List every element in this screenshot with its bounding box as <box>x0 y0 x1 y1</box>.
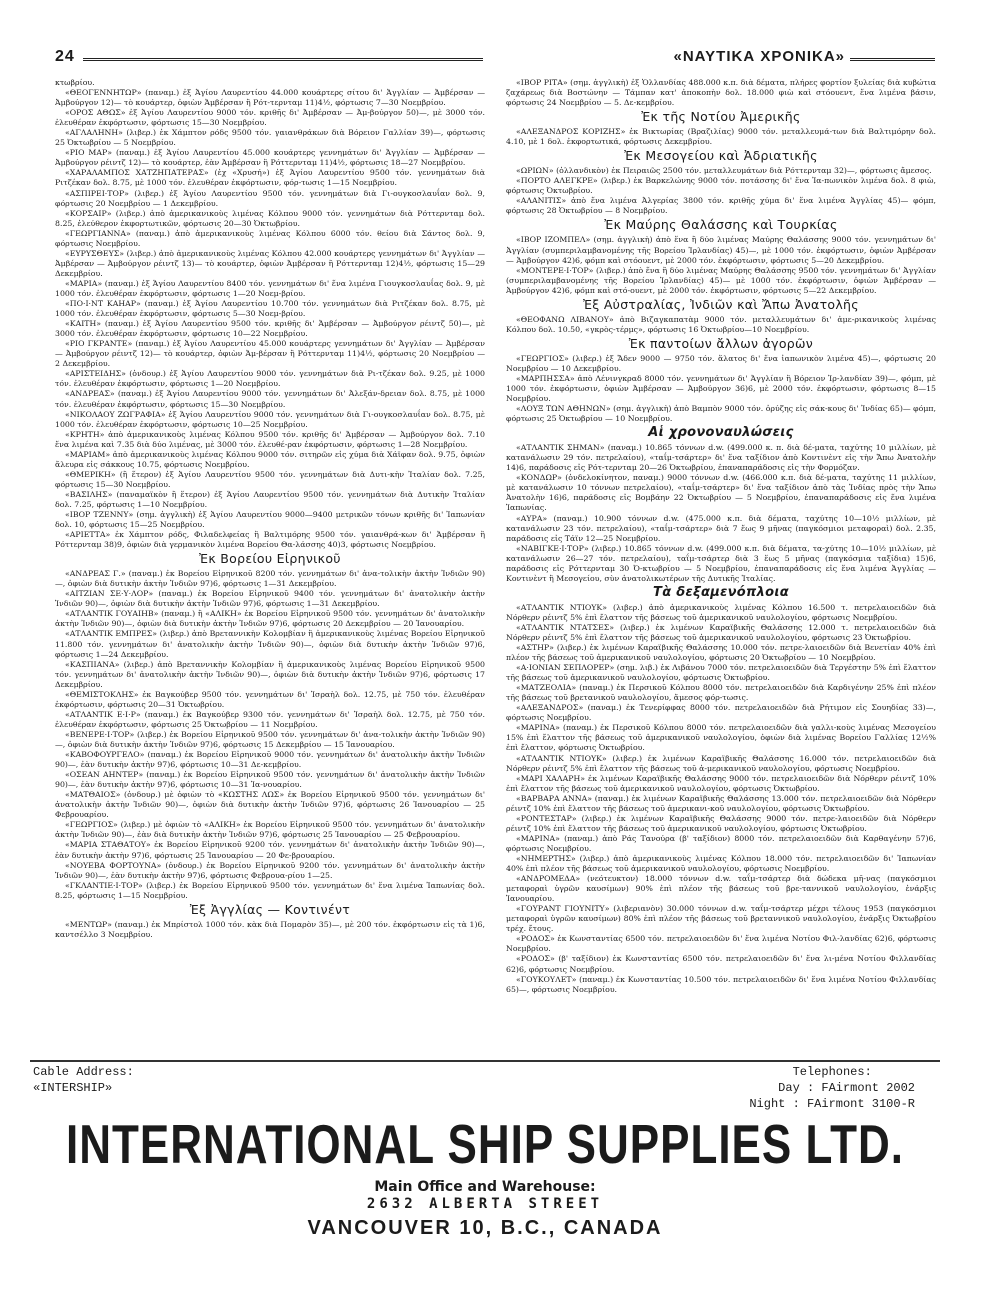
listing-entry: «ΠΟ·Ι·ΝΤ ΚΑΗΑΡ» (παναμ.) ἐξ Ἁγίου Λαυρεντίου 10.700 τόν. γεννημάτων διὰ Ριτζέκαν δολ. 8.75, μὲ 1000 τόν. ἐλευθέραν ἐκφόρτωσιν, φόρτωσις 5—30 Νοεμ-βρίου. <box>55 299 485 319</box>
listing-entry: «ΟΡΟΣ ΑΘΩΣ» ἐξ Ἁγίου Λαυρεντίου 9000 τόν. κριθῆς δι' Ἀμβέρσαν — Ἀμ-βούργον 50)—, μὲ 3000 τόν. ἐλευθέραν ἐκφόρτωσιν, φόρτωσις 15—30 Νοεμβρίου. <box>55 108 485 128</box>
city-line: VANCOUVER 10, B.C., CANADA <box>307 1217 663 1239</box>
listing-entry: «ΡΙΟ ΜΑΡ» (παναμ.) ἐξ Ἁγίου Λαυρεντίου 45.000 κουάρτερς γεννημάτων δι' Ἀγγλίαν — Ἀμβέρσαν — Ἀμβούργον ρέιντζ 12)— τὸ κουάρτερ, ἐὰν Ἀμβέρσαν ἢ Ρόττερνταμ 11)4½, φόρτωσις 18—27 Νοεμβρίου. <box>55 148 485 168</box>
listing-entry: «ΜΑΡΙΑ» (παναμ.) ἐξ Ἁγίου Λαυρεντίου 8400 τόν. γεννημάτων δι' ἕνα λιμένα Γιουγκοσλαυΐας δολ. 9, μὲ 1000 τόν. ἐλευθέραν ἐκφόρτωσιν, φόρτωσις 1—20 Νοεμ-βρίου. <box>55 278 485 298</box>
listing-entry: «ΑΡΙΕΤΤΑ» ἐκ Χάμπτον ρόδς, Φιλαδελφείας ἢ Βαλτιμόρης 9500 τόν. γαιανθρά-κων δι' Ἀμβέρσαν ἢ Ρόττερνταμ 38)9, ὀφιὼν διὰ γερμανικὸν λιμένα Βορείου Θα-λάσσης 40)3, φόρτωσις Νοεμβρίου. <box>55 530 485 550</box>
listing-entry: «ΜΑΡΙΝΑ» (παναμ.) ἀπὸ Ράς Τανούρα (β' ταξίδιον) 8000 τόν. πετρελαιοειδῶν διὰ Καρθαγένην 57)6, φόρτωσις Νοεμβρίου. <box>506 833 936 853</box>
listing-entry: «ΙΒΟΡ ΡΙΤΑ» (σημ. ἀγγλικὴ) ἐξ Ὁλλανδίας 488.000 κ.π. διὰ δέματα, πλήρες φορτίον ξυλείας διὰ κυβώτια ζαχάρεως διὰ Βοστώνην — Τάμπαν κατ' ἀποκοπὴν δολ. 18.000 φιὼ καὶ στόουεντ, ἕνα λιμένα βάσιν, φόρτωσις 24 Νοεμβρίου — 5. Δε-κεμβρίου. <box>506 78 936 108</box>
listing-entry: «ΑΛΑΝΙΤΙΣ» ἀπὸ ἕνα λιμένα Ἀλγερίας 3800 τόν. κριθῆς χύμα δι' ἕνα λιμένα Ἀγγλίας 45)— φόμπ, φόρτωσις 28 Ὀκτωβρίου — 8 Νοεμβρίου. <box>506 196 936 216</box>
listing-entry: «ΜΟΝΤΕΡΕ·Ι·ΤΟΡ» (λιβερ.) ἀπὸ ἕνα ἢ δύο λιμένας Μαύρης Θαλάσσης 9500 τόν. γεννημάτων δι' Ἀγγλίαν (συμπεριλαμβανομένης τῆς Βορείου Ἰρλανδίας) 45)— μὲ 1000 τόν. ἐκφόρτωσιν, ὀφιὼν Ἀμβέρσαν — Ἀμβούργον 42)6, φόμπ καὶ στό-ουεντ, μὲ 2000 τόν. ἐκφόρτωσιν, φόρτωσις 5—22 Δεκεμβρίου. <box>506 265 936 295</box>
listing-entry: «ΡΟΔΟΣ» ἐκ Κωνσταντίας 6500 τόν. πετρελαιοειδῶν δι' ἕνα λιμένα Νοτίου Φιλ-λανδίας 62)6, φόρτωσις Νοεμβρίου. <box>506 934 936 954</box>
listing-entry: «ΡΟΝΤΕΣΤΑΡ» (λιβερ.) ἐκ λιμένων Καραϊβικῆς Θαλάσσης 9000 τόν. πετρε-λαιοειδῶν διὰ Νόρθερν ρέιντζ 10% ἐπὶ ἔλαττον τῆς βάσεως τοῦ ἀμερικανικοῦ ναυλολογίου, φόρτωσις Ὀκτωβρίου. <box>506 813 936 833</box>
section-heading: Τὰ δεξαμενόπλοια <box>653 584 789 600</box>
listing-entry: «ΚΟΝΔΩΡ» (ὀνδελοκίνητον, παναμ.) 9000 τόννων d.w. (466.000 κ.π. διὰ δέ-ματα, ταχύτης 11 μιλλίων, μὲ κατανάλωσιν 10 τόννων πετρελαίου), «ταΐμ-τσάρτερ» δι' ἕνα ταξίδιον ἀπὸ τὰς Ἰνδίας πρὸς τὴν Ἄπω Ἀνατολὴν 16)6, παράδοσις εἰς Βομβάην 22 Ὀκτωβρίου — 5 Νοεμβρίου, ἐπαναπαράδοσις εἰς ἕνα λιμένα Ἰαπωνίας. <box>506 473 936 513</box>
listing-entry: «ΕΥΡΥΣΘΕΥΣ» (λιβερ.) ἀπὸ ἀμερικανικοὺς λιμένας Κόλπου 42.000 κουάρτερς γεννημάτων δι' Ἀγγλίαν — Ἀμβέρσαν — Ἀμβούργον ρέιντζ 13)— τὸ κουάρτερ, ὀφιὼν Ἀμβέρσαν ἢ Ρόττερνταμ 12)4½, φόρτωσις 15—29 Δεκεμβρίου. <box>55 248 485 278</box>
listing-entry: «ΠΟΡΤΟ ΑΛΕΓΚΡΕ» (λιβερ.) ἐκ Βαρκελώνης 9000 τόν. ποτάσσης δι' ἕνα Ἰα-πωνικὸν λιμένα δολ. 8 φιὼ, φόρτωσις Ὀκτωβρίου. <box>506 176 936 196</box>
listing-entry: «ΚΑΙΤΗ» (παναμ.) ἐξ Ἁγίου Λαυρεντίου 9500 τόν. κριθῆς δι' Ἀμβέρσαν — Ἀμβούργον ρέιντζ 50)—, μὲ 3000 τόν. ἐλευθέραν ἐκφόρτωσιν, φόρτωσις 10—22 Νοεμβρίου. <box>55 319 485 339</box>
section-heading: Ἐκ τῆς Νοτίου Ἀμερικῆς <box>641 109 801 125</box>
listing-entry: «ΝΙΚΟΛΑΟΥ ΖΩΓΡΑΦΙΑ» ἐξ Ἁγίου Λαυρεντίου 9000 τόν. γεννημάτων διὰ Γι-ουγκοσλαυΐαν δολ. 8.75, μὲ 1000 τόν. ἐλευθέραν ἐκφόρτωσιν, φόρτωσις 10—25 Νοεμβρίου. <box>55 409 485 429</box>
listing-entry: «ΑΥΡΑ» (παναμ.) 10.900 τόννων d.w. (475.000 κ.π. διὰ δέματα, ταχύτης 10—10½ μιλλίων, μὲ κατανάλωσιν 23 τόν. πετρελαίου), «ταΐμ-τσάρτερ» διὰ 7 ἕως 9 μῆνας (παγκόσμιοι μεταφοραὶ) δολ. 2.35, παράδοσις εἰς Τάϊν 12—25 Νοεμβρίου. <box>506 513 936 543</box>
listing-entry: «ΒΑΡΒΑΡΑ ΑΝΝΑ» (παναμ.) ἐκ λιμένων Καραϊβικῆς Θαλάσσης 13.000 τόν. πετρελαιοειδῶν διὰ Νόρθερν ρέιντζ 10% ἐπὶ ἔλαττον τῆς βάσεως τοῦ ἀμερικανι-κοῦ ναυλολογίου, φόρτωσις Ὀκτωβρίου. <box>506 793 936 813</box>
listing-entry: «ΓΟΥΚΟΥΛΕΤ» (παναμ.) ἐκ Κωνσταντίας 10.500 τόν. πετρελαιοειδῶν δι' ἕνα λιμένα Νοτίου Φιλλανδίας 65)—, φόρτωσις Νοεμβρίου. <box>506 974 936 994</box>
listing-entry: «ΚΟΡΣΑΙΡ» (λιβερ.) ἀπὸ ἀμερικανικοὺς λιμένας Κόλπου 9000 τόν. γεννημάτων διὰ Ρόττερνταμ δολ. 8.25, ἐλεύθερον ἐκφορτωτικῶν, φόρτωσις 20—30 Ὀκτωβρίου. <box>55 208 485 228</box>
listing-entry: «ΓΕΩΡΓΙΟΣ» (λιβερ.) ἐξ Ἄδεν 9000 — 9750 τόν. ἅλατος δι' ἕνα ἰαπωνικὸν λιμένα 45)—, φόρτωσις 20 Νοεμβρίου — 10 Δεκεμβρίου. <box>506 353 936 373</box>
listing-entry: «Α·ΙΟΝΙΑΝ ΣΕΠΛΟΡΕΡ» (σημ. λιβ.) ἐκ Λιβάνου 7000 τόν. πετρελαιοειδῶν διὰ Τεργέστην 5% ἐπὶ ἔλαττον τῆς βάσεως τοῦ ἀμερικανικοῦ ναυλολογίου, φόρτωσις Ὀκτωβρίου. <box>506 663 936 683</box>
listing-entry: «ΝΗΜΕΡΤΗΣ» (λιβερ.) ἀπὸ ἀμερικανικοὺς λιμένας Κόλπου 18.000 τόν. πετρελαιοειδῶν δι' Ἰαπωνίαν 40% ἐπὶ πλέον τῆς βάσεως τοῦ ἀμερικανικοῦ ναυλολογίου, φόρτωσις Νοεμβρίου. <box>506 854 936 874</box>
section-heading: Αἱ χρονοναυλώσεις <box>648 425 794 441</box>
right-column <box>506 78 936 1055</box>
listing-entry: «ΓΟΥΡΑΝΤ ΓΙΟΥΝΙΤΥ» (λιβεριανὸν) 30.000 τόννων d.w. ταΐμ-τσάρτερ μέχρι τέλους 1953 (παγκόσμιοι μεταφοραὶ ὑγρῶν καυσίμων) 80% ἐπὶ πλέον τῆς βάσεως τοῦ βρεταννικοῦ ναυλολογίου, ἐνάρξις Ὀκτωβρίου τρέχ. ἔτους. <box>506 904 936 934</box>
listing-entry: «ΑΡΙΣΤΕΙΔΗΣ» (ὀνδουρ.) ἐξ Ἁγίου Λαυρεντίου 9000 τόν. γεννημάτων διὰ Ρι-τζέκαν δολ. 9.25, μὲ 1000 τόν. ἐλευθέραν ἐκφόρτωσιν, φόρτωσις 1—20 Νοεμβρίου. <box>55 369 485 389</box>
listing-entry: «ΑΤΛΑΝΤΙΚ ΝΤΑΤΣΕΣ» (λιβερ.) ἐκ λιμένων Καραϊβικῆς Θαλάσσης 12.000 τ. πετρελαιοειδῶν διὰ Νόρθερν ρέιντζ 5% ἐπὶ ἔλαττον τῆς βάσεως τοῦ ἀμερικανικοῦ ναυλολογίου, φόρτωσις 23 Ὀκτωβρίου. <box>506 622 936 642</box>
listing-entry: «ΓΕΩΡΓΙΑΝΝΑ» (παναμ.) ἀπὸ ἀμερικανικοὺς λιμένας Κόλπου 6000 τόν. θείου διὰ Σάντος δολ. 9, φόρτωσις Νοεμβρίου. <box>55 228 485 248</box>
listing-entry: «ΒΕΝΕΡΕ·Ι·ΤΟΡ» (λιβερ.) ἐκ Βορείου Εἰρηνικοῦ 9500 τόν. γεννημάτων δι' ἀνα-τολικὴν ἀκτὴν Ἰνδιῶν 90)—, ὀφιὼν διὰ δυτικὴν ἀκτὴν Ἰνδιῶν 97)6, φόρτωσις 15 Δεκεμβρίου — 15 Ἰανουαρίου. <box>55 729 485 749</box>
listing-entry: «ΧΑΡΑΛΑΜΠΟΣ ΧΑΤΖΗΠΑΤΕΡΑΣ» (ἐχ «Χρυσή») ἐξ Ἁγίου Λαυρεντίου 9500 τόν. γεννημάτων διὰ Ριτζέκαν δολ. 8.75, μὲ 1000 τόν. ἐλευθέραν ἐκφόρτωσιν, φόρ-τωσις 1—15 Νοεμβρίου. <box>55 168 485 188</box>
section-heading: Ἐκ Μαύρης Θαλάσσης καὶ Τουρκίας <box>604 217 838 233</box>
listing-entry: «ΜΑΡΠΗΣΣΑ» ἀπὸ Λένινγκραδ 8000 τόν. γεννημάτων δι' Ἀγγλίαν ἢ Βόρειον Ἰρ-λανδίαν 39)—, φόμπ, μὲ 1000 τόν. ἐκφόρτωσιν, ὀφιὼν Ἀμβέρσαν — Ἀμβούργον 36)6, μὲ 2000 τόν. ἐκφόρτωσιν, φόρτωσις 8—15 Νοεμβρίου. <box>506 373 936 404</box>
header-rule-left <box>83 58 483 61</box>
listing-entry: «ΩΡΙΩΝ» (ὀλλανδικὸν) ἐκ Πειραιῶς 2500 τόν. μεταλλευμάτων διὰ Ρόττερνταμ 32)—, φόρτωσις ἄμεσος. <box>516 166 932 176</box>
listing-entry: «ΜΑΡΙΑ ΣΤΑΘΑΤΟΥ» ἐκ Βορείου Εἰρηνικοῦ 9200 τόν. γεννημάτων δι' ἀνατολικὴν ἀκτὴν Ἰνδιῶν 90)—, ἐὰν δυτικὴν ἀκτὴν 97)6, φόρτωσις 25 Ἰανουαρίου — 20 Φε-βρουαρίου. <box>55 840 485 860</box>
listing-entry: «ΑΤΛΑΝΤΙΚ Ε·Ι·Ρ» (παναμ.) ἐκ Βαγκούβερ 9300 τόν. γεννημάτων δι' Ἰσραὴλ δολ. 12.75, μὲ 750 τόν. ἐλευθέραν ἐκφόρτωσιν, φόρτωσις 25 Ὀκτωβρίου — 11 Νοεμβρίου. <box>55 709 485 729</box>
section-heading: Ἐξ Ἀγγλίας — Κοντινέντ <box>189 901 351 917</box>
section-heading: Ἐκ Μεσογείου καὶ Ἀδριατικῆς <box>624 148 818 164</box>
office-line: Main Office and Warehouse: <box>374 1179 596 1195</box>
listing-entry: «ΚΑΣΠΙΑΝΑ» (λιβερ.) ἀπὸ Βρεταννικὴν Κολομβίαν ἢ ἀμερικανικοὺς λιμένας Βορείου Εἰρηνικοῦ 9500 τόν. γεννημάτων δι' ἀνατολικὴν ἀκτὴν Ἰνδιῶν 90)—, ὀφιὼν διὰ δυτικὴν ἀκτὴν Ἰνδιῶν 97)6, φόρτωσις 17 Δεκεμβρίου. <box>55 659 485 689</box>
listing-entry: «ΑΤΛΑΝΤΙΚ ΓΟΥΑΙΗΒ» (παναμ.) ἢ «ΑΛΙΚΗ» ἐκ Βορείου Εἰρηνικοῦ 9500 τόν. γεννημάτων δι' ἀνατολικὴν ἀκτὴν Ἰνδιῶν 90)—, ὀφιὼν διὰ δυτικὴν ἀκτὴν Ἰνδιῶν 97)6, φόρτωσις 20 Δεκεμβρίου — 20 Ἰανουαρίου. <box>55 609 485 629</box>
listing-entry: «ΘΕΟΓΕΝΝΗΤΩΡ» (παναμ.) ἐξ Ἁγίου Λαυρεντίου 44.000 κουάρτερς σίτου δι' Ἀγγλίαν — Ἀμβέρσαν — Ἀμβούργον 12)— τὸ κουάρτερ, ὀφιὼν Ἀμβέρσαν ἢ Ρότ-τερνταμ 11)4½, φόρτωσις 7—30 Νοεμβρίου. <box>55 88 485 108</box>
listing-entry: «ΘΕΜΙΣΤΟΚΛΗΣ» ἐκ Βαγκούβερ 9500 τόν. γεννημάτων δι' Ἰσραὴλ δολ. 12.75, μὲ 750 τόν. ἐλευθέραν ἐκφόρτωσιν, φόρτωσις 20—31 Ὀκτωβρίου. <box>55 689 485 709</box>
listing-entry: «ΝΟΥΕΒΑ ΦΟΡΤΟΥΝΑ» (ὀνδουρ.) ἐκ Βορείου Εἰρηνικοῦ 9200 τόν. γεννημάτων δι' ἀνατολικὴν ἀκτὴν Ἰνδιῶν 90)—, ἐὰν δυτικὴν ἀκτὴν 97)6, φόρτωσις Φεβρουα-ρίου 1—25. <box>55 860 485 880</box>
listing-entry: «ΓΚΛΑΝΤΙΕ·Ι·ΤΟΡ» (λιβερ.) ἐκ Βορείου Εἰρηνικοῦ 9500 τόν. γεννημάτων δι' ἕνα λιμένα Ἰαπωνίας δολ. 8.25, φόρτωσις 1—15 Νοεμβρίου. <box>55 880 485 900</box>
cable-label: Cable Address: <box>33 1065 134 1079</box>
listing-entry: «ΛΟΥΞ ΤΩΝ ΑΘΗΝΩΝ» (σημ. ἀγγλικὴ) ἀπὸ Βαμπὸν 9000 τόν. ὀρύζης εἰς σάκ-κους δι' Ἰνδίας 65)— φόμπ, φόρτωσις 25 Ὀκτωβρίου — 10 Νοεμβρίου. <box>506 404 936 424</box>
journal-title: «ΝΑΥΤΙΚΑ ΧΡΟΝΙΚΑ» <box>673 48 845 65</box>
listing-entry: «ΒΑΣΙΛΗΣ» (παναμαϊκὸν ἢ ἕτερον) ἐξ Ἁγίου Λαυρεντίου 9500 τόν. γεννημάτων διὰ Δυτικὴν Ἰταλίαν δολ. 7.25, φόρτωσις 1—10 Νοεμβρίου. <box>55 489 485 509</box>
listing-entry: «ΡΟΔΟΣ» (β' ταξίδιον) ἐκ Κωνσταντίας 6500 τόν. πετρελαιοειδῶν δι' ἕνα λι-μένα Νοτίου Φιλλανδίας 62)6, φόρτωσις Νοεμβρίου. <box>506 954 936 974</box>
listing-entry: «ΜΑΡΙΑΜ» ἀπὸ ἀμερικανικοὺς λιμένας Κόλπου 9000 τόν. σιτηρῶν εἰς χύμα διὰ Χάϊφαν δολ. 9.75, ὀφιὼν ἄλευρα εἰς σάκκους 10.75, φόρτωσις Νοεμβρίου. <box>55 449 485 469</box>
listing-entry: «ΓΕΩΡΓΙΟΣ» (λιβερ.) μὲ ὀφιὼν τὸ «ΑΛΙΚΗ» ἐκ Βορείου Εἰρηνικοῦ 9500 τόν. γεννημάτων δι' ἀνατολικὴν ἀκτὴν Ἰνδιῶν 90)—, ἐὰν διὰ δυτικὴν ἀκτὴν Ἰνδιῶν 97)6, φόρτωσις 25 Ἰανουαρίου — 25 Φεβρουαρίου. <box>55 820 485 840</box>
listing-entry: «ΑΣΠΙΡΕΙ·ΤΟΡ» (λιβερ.) ἐξ Ἁγίου Λαυρεντίου 9500 τόν. γεννημάτων διὰ Γι-ουγκοσλαυΐαν δολ. 9, φόρτωσις 20 Νοεμβρίου — 1 Δεκεμβρίου. <box>55 188 485 208</box>
listing-entry: «ΑΓΛΑΛΗΝΗ» (λιβερ.) ἐκ Χάμπτον ρόδς 9500 τόν. γαιανθράκων διὰ Βόρειον Γαλλίαν 39)—, φόρτωσις 25 Ὀκτωβρίου — 5 Νοεμβρίου. <box>55 128 485 148</box>
night-phone: Night : FAirmont 3100-R <box>749 1097 915 1111</box>
day-phone: Day : FAirmont 2002 <box>778 1081 915 1095</box>
section-heading: Ἐκ Βορείου Εἰρηνικοῦ <box>199 551 341 567</box>
listing-entry: «ΑΤΛΑΝΤΙΚ ΣΗΜΑΝ» (παναμ.) 10.865 τόννων d.w. (499.000 κ. π. διὰ δέ-ματα, ταχύτης 10 μιλλίων, μὲ κατανάλωσιν 29 τόν. πετρελαίου), «ταΐμ-τσάρτερ» δι' ἕνα ταξίδιον ἀπὸ Κοντινὲντ εἰς τὴν Ἄπω Ἀνατολὴν 14)6, παράδοσις εἰς Ρότ-τερνταμ 20—26 Ὀκτωβρίου, ἐπαναπαράδοσις εἰς τὴν Φορμόζαν. <box>506 443 936 473</box>
listing-entry: «ΑΛΕΞΑΝΔΡΟΣ» (παναμ.) ἐκ Τενερίφφας 8000 τόν. πετρελαιοειδῶν διὰ Ρήτιμον εἰς Σουηδίας 33)—, φόρτωσις Νοεμβρίου. <box>506 703 936 723</box>
listing-entry: «ΑΤΛΑΝΤΙΚ ΝΤΙΟΥΚ» (λιβερ.) ἀπὸ ἀμερικανικοὺς λιμένας Κόλπου 16.500 τ. πετρελαιοειδῶν διὰ Νόρθερν ρέιντζ 5% ἐπὶ ἔλαττον τῆς βάσεως τοῦ ἀμερικανικοῦ ναυλολογίου, φόρτωσις Νοεμβρίου. <box>506 602 936 622</box>
listing-entry: «ΑΝΔΡΕΑΣ Γ.» (παναμ.) ἐκ Βορείου Εἰρηνικοῦ 8200 τόν. γεννημάτων δι' ἀνα-τολικὴν ἀκτὴν Ἰνδιῶν 90)—, ὀφιὼν διὰ δυτικὴν ἀκτὴν Ἰνδιῶν 97)6, φόρτωσις 1—31 Δεκεμβρίου. <box>55 569 485 589</box>
page-number: 24 <box>55 48 75 65</box>
listing-entry: «ΑΤΛΑΝΤΙΚ ΕΜΠΡΕΣ» (λιβερ.) ἀπὸ Βρεταννικὴν Κολομβίαν ἢ ἀμερικανικοὺς λιμένας Βορείου Εἰρηνικοῦ 11.800 τόν. γεννημάτων δι' ἀνατολικὴν ἀκτὴν Ἰνδιῶν 90)—, ὀφιὼν διὰ δυτικὴν ἀκτὴν Ἰνδιῶν 97)6, φόρτωσις 1—24 Δεκεμβρίου. <box>55 629 485 659</box>
telephones-label: Telephones: <box>792 1065 872 1079</box>
page-header <box>55 48 935 70</box>
section-heading: Ἐξ Αὐστραλίας, Ἰνδιῶν καὶ Ἄπω Ἀνατολῆς <box>583 296 859 312</box>
listing-entry: «ΜΑΡΙΝΑ» (παναμ.) ἐκ Περσικοῦ Κόλπου 8000 τόν. πετρελαιοειδῶν διὰ γαλλι-κοὺς λιμένας Μεσογείου 15% ἐπὶ ἔλαττον τῆς βάσεως τοῦ ἀμερικανικοῦ ναυλολογίου, ὀφιὼν διὰ λιμένας Βορείου Γαλλίας 12½% ἐπὶ ἔλαττον, φόρτωσις Ὀκτωβρίου. <box>506 723 936 753</box>
left-column <box>55 78 485 1055</box>
listing-entry: «ΑΝΔΡΟΜΕΔΑ» (νεότευκτον) 18.000 τόννων d.w. ταΐμ-τσάρτερ διὰ δώδεκα μῆ-νας (παγκόσμιοι μεταφοραὶ ὑγρῶν καυσίμων) 90% ἐπὶ πλέον τῆς βάσεως τοῦ βρε-ταννικοῦ ναυλολογίου, ἐνάρξις Ἰανουαρίου. <box>506 874 936 904</box>
telephones-block <box>749 1064 915 1112</box>
listing-entry: «ΜΕΝΤΩΡ» (παναμ.) ἐκ Μπρίστολ 1000 τόν. κὰκ διὰ Πομαρὸν 35)—, μὲ 200 τόν. ἐκφόρτωσιν εἰς τὰ 1)6, καντσέλλο 3 Νοεμβρίου. <box>55 919 485 939</box>
street-address: 2632 ALBERTA STREET <box>366 1196 604 1212</box>
listing-entry: «ΚΑΒΟΦΟΥΡΓΕΛΟ» (παναμ.) ἐκ Βορείου Εἰρηνικοῦ 9000 τόν. γεννημάτων δι' ἀνατολικὴν ἀκτὴν Ἰνδιῶν 90)—, ἐὰν δυτικὴν ἀκτὴν 97)6, φόρτωσις 10—31 Δε-κεμβρίου. <box>55 750 485 770</box>
section-heading: Ἐκ παντοίων ἄλλων ἀγορῶν <box>628 335 814 351</box>
cable-address-block <box>33 1064 134 1096</box>
listing-entry: «ΚΡΗΤΗ» ἀπὸ ἀμερικανικοὺς λιμένας Κόλπου 9500 τόν. κριθῆς δι' Ἀμβέρσαν — Ἀμβούργον δολ. 7.10 ἕνα λιμένα καὶ 7.35 διὰ δύο λιμένας, μὲ 3000 τόν. ἐλευθέ-ραν ἐκφόρτωσιν, φόρτωσις 1—28 Νοεμβρίου. <box>55 429 485 449</box>
listing-entry: «ΑΤΛΑΝΤΙΚ ΝΤΙΟΥΚ» (λιβερ.) ἐκ λιμένων Καραϊβικῆς Θαλάσσης 16.000 τόν. πετρελαιοειδῶν διὰ Νόρθερν ρέιντζ 5% ἐπὶ ἔλαττον τῆς βάσεως τοῦ ἀ-μερικανικοῦ ναυλολογίου, φόρτωσις Νοεμβρίου. <box>506 753 936 773</box>
listing-entry: «ΟΣΕΑΝ ΑΗΝΤΕΡ» (παναμ.) ἐκ Βορείου Εἰρηνικοῦ 9500 τόν. γεννημάτων δι' ἀνατολικὴν ἀκτὴν Ἰνδιῶν 90)—, ἐὰν δυτικὴν ἀκτὴν 97)6, φόρτωσις 10—31 Ἰα-νουαρίου. <box>55 770 485 790</box>
listing-entry: «ΘΕΟΦΑΝΩ ΛΙΒΑΝΟΥ» ἀπὸ Βιζαγκαπατὰμ 9000 τόν. μεταλλευμάτων δι' ἀμε-ρικανικοὺς λιμένας Κόλπου δολ. 10.50, «γκρὸς-τέρμς», φόρτωσις 16 Ὀκτωβρίου—10 Νοεμβρίου. <box>506 314 936 334</box>
listing-entry: «ΑΣΤΗΡ» (λιβερ.) ἐκ λιμένων Καραϊβικῆς Θαλάσσης 10.000 τόν. πετρε-λαιοειδῶν διὰ Βενετίαν 40% ἐπὶ πλέον τῆς βάσεως τοῦ ἀμερικανικοῦ ναυλολογίου, φόρτωσις 20 Ὀκτωβρίου — 10 Νοεμβρίου. <box>506 643 936 663</box>
cable-value: «INTERSHIP» <box>33 1081 113 1095</box>
listing-entry: «ΜΑΡΙ ΧΑΛΑΡΗ» ἐκ λιμένων Καραϊβικῆς Θαλάσσης 9000 τόν. πετρελαιοειδῶν διὰ Νόρθερν ρέιντζ 10% ἐπὶ ἔλαττον τῆς βάσεως τοῦ ἀμερικανικοῦ ναυλολογίου, φόρτωσις Ὀκτωβρίου. <box>506 773 936 793</box>
listing-entry: «ΑΙΤΖΙΑΝ ΣΕ·Υ·ΛΟΡ» (παναμ.) ἐκ Βορείου Εἰρηνικοῦ 9400 τόν. γεννημάτων δι' ἀνατολικὴν ἀκτὴν Ἰνδιῶν 90)—, ὀφιὼν διὰ δυτικὴν ἀκτὴν Ἰνδιῶν 97)6, φόρτωσις 1—31 Δεκεμβρίου. <box>55 589 485 609</box>
company-name: INTERNATIONAL SHIP SUPPLIES LTD. <box>66 1114 904 1176</box>
listing-entry: «ΝΑΒΙΓΚΕ·Ι·ΤΟΡ» (λιβερ.) 10.865 τόννων d.w. (499.000 κ.π. διὰ δέματα, τα-χύτης 10—10½ μιλλίων, μὲ κατανάλωσιν 26—27 τόν. πετρελαίου), ταΐμ-τσάρτερ διὰ 3 ἕως 5 μῆνας (παγκόσμια ταξίδια) 15)6, παράδοσις εἰς Ρόττερνταμ 30 Ὀ-κτωβρίου — 5 Νοεμβρίου, ἐπαναπαράδοσις εἰς ἕνα λιμένα Ἀγγλίας — Κοντινὲντ ἢ Μεσογείου, σὺν ἀνατολικωτέρων τῆς Δυτικῆς Ἰταλίας. <box>506 543 936 583</box>
listing-entry: «ΘΜΕΡΙΚΗ» (ἢ ἕτερον) ἐξ Ἁγίου Λαυρεντίου 9500 τόν. γεννημάτων διὰ Δυτι-κὴν Ἰταλίαν δολ. 7.25, φόρτωσις 15—30 Νοεμβρίου. <box>55 469 485 489</box>
listing-entry: «ΑΛΕΞΑΝΔΡΟΣ ΚΟΡΙΖΗΣ» ἐκ Βικτωρίας (Βραζιλίας) 9000 τόν. μεταλλευμά-των διὰ Βαλτιμόρην δολ. 4.10, μὲ 1 δολ. ἐκφορτωτικά, φόρτωσις Δεκεμβρίου. <box>506 127 936 147</box>
advertisement <box>30 1060 940 1277</box>
listing-entry: «ΜΑΤΖΕΟΛΙΑ» (παναμ.) ἐκ Περσικοῦ Κόλπου 8000 τόν. πετρελαιοειδῶν διὰ Καρδιγένην 25% ἐπὶ πλέον τῆς βάσεως τοῦ βρετανικοῦ ναυλολογίου, ἄμεσος φόρ-τωσις. <box>506 683 936 703</box>
listing-entry: «ΡΙΟ ΓΚΡΑΝΤΕ» (παναμ.) ἐξ Ἁγίου Λαυρεντίου 45.000 κουάρτερς γεννημάτων δι' Ἀγγλίαν — Ἀμβέρσαν — Ἀμβούργον ρέιντζ 12)— τὸ κουάρτερ, ὀφιὼν Ἀμ-βέρσαν ἢ Ρόττερνταμ 11)4½, φόρτωσις 20 Νοεμβρίου — 2 Δεκεμβρίου. <box>55 339 485 369</box>
listing-entry: «ΙΒΟΡ ΙΖΟΜΠΕΛ» (σημ. ἀγγλικὴ) ἀπὸ ἕνα ἢ δύο λιμένας Μαύρης Θαλάσσης 9000 τόν. γεννημάτων δι' Ἀγγλίαν (συμπεριλαμβανομένης τῆς Βορείου Ἰρλανδίας) 45)—, μὲ 1000 τόν. ἐκφόρτωσιν, ὀφιὼν Ἀμβέρσαν — Ἀμβούργον 42)6, φόμπ καὶ στόουεντ, μὲ 2000 τόν. ἐκφόρτωσιν, φόρτωσις 5—20 Δεκεμβρίου. <box>506 235 936 265</box>
listing-entry: κτωβρίου. <box>55 78 95 87</box>
listing-entry: «ΑΝΔΡΕΑΣ» (παναμ.) ἐξ Ἁγίου Λαυρεντίου 9000 τόν. γεννημάτων δι' Ἀλεξάν-δρειαν δολ. 8.75, μὲ 1000 τόν. ἐλευθέραν ἐκφόρτωσιν, φόρτωσις 15—30 Νοεμβρίου. <box>55 389 485 409</box>
listing-entry: «ΜΑΤΘΑΙΟΣ» (ὀνδουρ.) μὲ ὀφιὼν τὸ «ΚΩΣΤΗΣ ΛΩΣ» ἐκ Βορείου Εἰρηνικοῦ 9500 τόν. γεννημάτων δι' ἀνατολικὴν ἀκτὴν Ἰνδιῶν 90)—, ὀφιὼν διὰ δυτικὴν ἀκτὴν Ἰνδιῶν 97)6, φόρτωσις 26 Ἰανουαρίου — 25 Φεβρουαρίου. <box>55 790 485 820</box>
header-rule-right <box>850 58 935 61</box>
listing-entry: «ΙΒΟΡ ΤΖΕΝΝΥ» (σημ. ἀγγλικὴ) ἐξ Ἁγίου Λαυρεντίου 9000—9400 μετρικῶν τόνων κριθῆς δι' Ἰαπωνίαν δολ. 10, φόρτωσις 15—25 Νοεμβρίου. <box>55 510 485 530</box>
